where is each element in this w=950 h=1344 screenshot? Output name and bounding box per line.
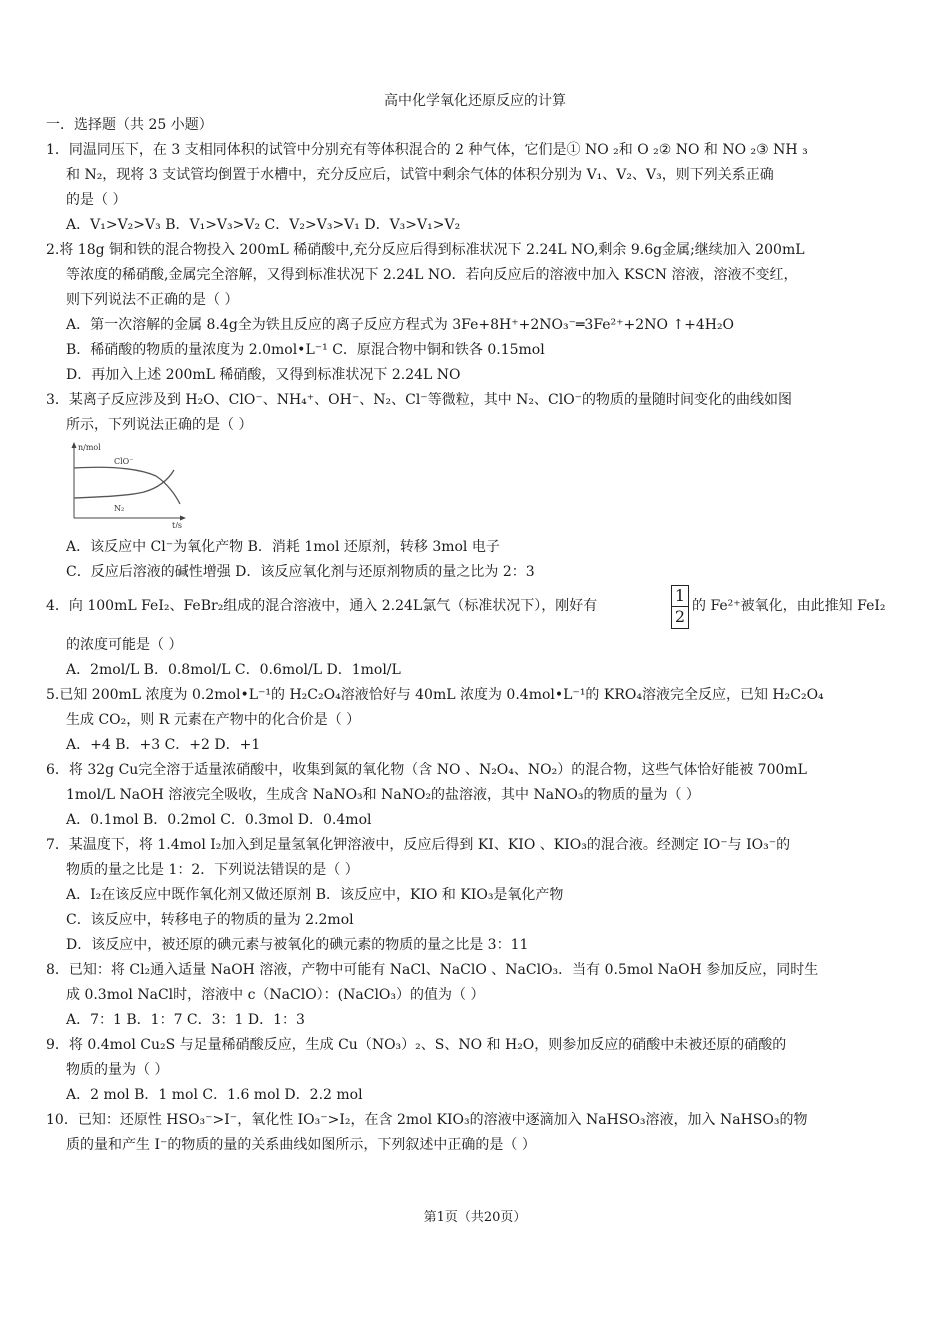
question-7-line: 7．某温度下，将 1.4mol I₂加入到足量氢氧化钾溶液中，反应后得到 KI、KIO 、KIO₃的混合液。经测定 IO⁻与 IO₃⁻的 (46, 837, 791, 853)
question-5-line: 5.已知 200mL 浓度为 0.2mol•L⁻¹的 H₂C₂O₄溶液恰好与 40mL 浓度为 0.4mol•L⁻¹的 KRO₄溶液完全反应，已知 H₂C₂O₄ (46, 687, 824, 703)
question-2-line: 2.将 18g 铜和铁的混合物投入 200mL 稀硝酸中,充分反应后得到标准状况下 2.24L NO,剩余 9.6g金属;继续加入 200mL (46, 242, 805, 258)
question-7-option-c: C．该反应中，转移电子的物质的量为 2.2mol (66, 912, 354, 928)
question-8-options: A．7：1 B．1：7 C．3：1 D．1：3 (66, 1012, 305, 1028)
section-heading: 一．选择题（共 25 小题） (46, 117, 213, 133)
question-5-line: 生成 CO₂，则 R 元素在产物中的化合价是（ ） (66, 712, 361, 728)
curve-label-clo: ClO⁻ (114, 457, 134, 466)
question-4-line: 4．向 100mL FeI₂、FeBr₂组成的混合溶液中，通入 2.24L氯气（标准状况下），刚好有 (46, 598, 598, 614)
graph-x-label: t/s (172, 521, 183, 528)
question-3-graph (68, 440, 188, 528)
question-1-line: 和 N₂，现将 3 支试管均倒置于水槽中，充分反应后，试管中剩余气体的体积分别为 V₁、V₂、V₃，则下列关系正确 (66, 167, 774, 183)
question-7-option-d: D．该反应中，被还原的碘元素与被氧化的碘元素的物质的量之比是 3：11 (66, 937, 529, 953)
question-6-line: 6．将 32g Cu完全溶于适量浓硝酸中，收集到氮的氧化物（含 NO 、N₂O₄、NO₂）的混合物，这些气体恰好能被 700mL (46, 762, 807, 778)
question-3-line: 3．某离子反应涉及到 H₂O、ClO⁻、NH₄⁺、OH⁻、N₂、Cl⁻等微粒，其中 N₂、ClO⁻的物质的量随时间变化的曲线如图 (46, 392, 793, 408)
question-4-line: 的浓度可能是（ ） (66, 637, 183, 653)
graph-y-label: n/mol (78, 443, 101, 452)
question-2-option-a: A．第一次溶解的金属 8.4g全为铁且反应的离子反应方程式为 3Fe+8H⁺+2NO₃⁻═3Fe²⁺+2NO ↑+4H₂O (66, 317, 735, 333)
question-8-line: 8．已知：将 Cl₂通入适量 NaOH 溶液，产物中可能有 NaCl、NaClO 、NaClO₃．当有 0.5mol NaOH 参加反应，同时生 (46, 962, 819, 978)
question-1-options: A．V₁>V₂>V₃ B．V₁>V₃>V₂ C．V₂>V₃>V₁ D．V₃>V₁>V₂ (66, 217, 461, 233)
question-10-line: 10．已知：还原性 HSO₃⁻>I⁻，氧化性 IO₃⁻>I₂，在含 2mol KIO₃的溶液中逐滴加入 NaHSO₃溶液，加入 NaHSO₃的物 (46, 1112, 808, 1128)
fraction-one-half (671, 585, 689, 629)
question-2-option-d: D．再加入上述 200mL 稀硝酸，又得到标准状况下 2.24L NO (66, 367, 461, 383)
clo-curve (74, 467, 180, 504)
question-3-options-cd: C．反应后溶液的碱性增强 D．该反应氧化剂与还原剂物质的量之比为 2：3 (66, 564, 535, 580)
question-8-line: 成 0.3mol NaCl时，溶液中 c（NaClO）：(NaClO₃）的值为（ ） (66, 987, 485, 1003)
question-3-line: 所示，下列说法正确的是（ ） (66, 417, 253, 433)
question-3-options-ab: A．该反应中 Cl⁻为氧化产物 B．消耗 1mol 还原剂，转移 3mol 电子 (66, 539, 500, 555)
question-2-line: 则下列说法不正确的是（ ） (66, 292, 239, 308)
question-4-line-cont: 的 Fe²⁺被氧化，由此推知 FeI₂ (692, 598, 886, 614)
n2-curve (74, 470, 174, 498)
question-7-options-ab: A．I₂在该反应中既作氧化剂又做还原剂 B．该反应中，KIO 和 KIO₃是氧化产物 (66, 887, 564, 903)
question-1-line: 1．同温同压下，在 3 支相同体积的试管中分别充有等体积混合的 2 种气体，它们是① NO ₂和 O ₂② NO 和 NO ₂③ NH ₃ (46, 142, 808, 158)
question-9-line: 9．将 0.4mol Cu₂S 与足量稀硝酸反应，生成 Cu（NO₃）₂、S、NO 和 H₂O，则参加反应的硝酸中未被还原的硝酸的 (46, 1037, 787, 1053)
question-9-line: 物质的量为（ ） (66, 1062, 169, 1078)
question-7-line: 物质的量之比是 1：2．下列说法错误的是（ ） (66, 862, 359, 878)
question-2-option-bc: B．稀硝酸的物质的量浓度为 2.0mol•L⁻¹ C．原混合物中铜和铁各 0.15mol (66, 342, 545, 358)
curve-label-n2: N₂ (114, 504, 125, 513)
page-title: 高中化学氧化还原反应的计算 (384, 93, 566, 109)
question-4-options: A．2mol/L B．0.8mol/L C．0.6mol/L D．1mol/L (66, 662, 401, 678)
question-6-line: 1mol/L NaOH 溶液完全吸收，生成含 NaNO₃和 NaNO₂的盐溶液，其中 NaNO₃的物质的量为（ ） (66, 787, 700, 803)
question-10-line: 质的量和产生 I⁻的物质的量的关系曲线如图所示，下列叙述中正确的是（ ） (66, 1137, 536, 1153)
question-2-line: 等浓度的稀硝酸,金属完全溶解，又得到标准状况下 2.24L NO．若向反应后的溶液中加入 KSCN 溶液，溶液不变红， (66, 267, 798, 283)
fraction-numerator: 1 (672, 586, 688, 607)
page-footer: 第1页（共20页） (423, 1210, 527, 1225)
question-5-options: A．+4 B．+3 C．+2 D．+1 (66, 737, 261, 753)
question-1-line: 的是（ ） (66, 192, 127, 208)
question-9-options: A．2 mol B．1 mol C．1.6 mol D．2.2 mol (66, 1087, 363, 1103)
question-6-options: A．0.1mol B．0.2mol C．0.3mol D．0.4mol (66, 812, 372, 828)
fraction-denominator: 2 (674, 607, 686, 626)
